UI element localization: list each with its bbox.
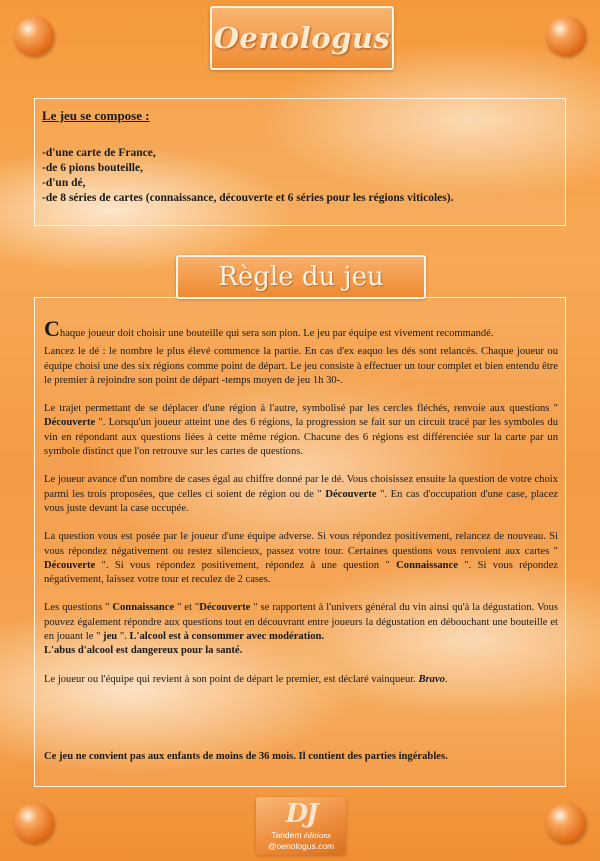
keyword-decouverte: Découverte — [44, 417, 96, 429]
rules-paragraph-4 — [44, 473, 558, 516]
list-item: -d'une carte de France, — [42, 147, 156, 159]
list-item: -de 6 pions bouteille, — [42, 162, 143, 174]
header-logo — [210, 6, 394, 70]
keyword-connaissance: Connaissance — [396, 559, 458, 571]
rules-paragraph-1 — [44, 316, 558, 341]
publisher-edition: éditions — [303, 830, 331, 840]
paragraph-text: " et " — [174, 602, 200, 614]
rules-paragraph-3 — [44, 402, 558, 459]
paragraph-text: ". Lorsqu'un joueur atteint une des 6 régions, la progression se fait sur un circuit tracé par les symboles du vin en répondant aux questions liées à cette même région. Chacune des 6 régions est différenciée sur la carte par un symbole distinct que l'on retrouve sur les cartes de questions. — [44, 417, 558, 458]
keyword-decouverte: Découverte — [325, 488, 377, 500]
paragraph-text: Le trajet permettant de se déplacer d'une région à l'autre, symbolisé par les cercles fléchés, renvoie aux questions " — [44, 403, 558, 415]
paragraph-text: ". En cas d'occupation d'une case, placez vous juste devant la case occupée. — [44, 488, 558, 514]
rules-text — [44, 316, 558, 701]
paragraph-text: Le joueur ou l'équipe qui revient à son point de départ le premier, est déclaré vainqueur. — [44, 673, 419, 685]
publisher-website: @oenologus.com — [267, 841, 335, 851]
paragraph-text: Le joueur avance d'un nombre de cases égal au chiffre donné par le dé. Vous choisissez ensuite la question de votre choix parmi les trois proposées, que celles ci soient de région ou de " — [44, 474, 558, 500]
paragraph-text: " se rapportent à l'univers général du vin ainsi qu'à la dégustation. Vous pouvez également répondre aux questions tout en découvrant entre joueurs la dégustation en débouchant une bouteille et en jouant le " — [44, 602, 558, 643]
decorative-ball-bottom-right — [546, 803, 586, 843]
bravo-text: Bravo — [418, 673, 445, 685]
paragraph-text: La question vous est posée par le joueur d'une équipe adverse. Si vous répondez positivement, relancez de nouveau. Si vous répondez négativement ou restez silencieux, passez votre tour. Certaines questions vous renvoient aux cartes " — [44, 531, 558, 557]
paragraph-text: ". Si vous répondez positivement, répondez à une question " — [95, 559, 397, 571]
paragraph-text: ". Si vous répondez négativement, laissez votre tour et reculez de 2 cases. — [44, 559, 558, 586]
keyword-decouverte: Découverte — [44, 559, 96, 571]
moderation-notice: L'alcool est à consommer avec modération. — [129, 631, 325, 643]
publisher-mark-icon: DJ — [285, 799, 317, 829]
rules-paragraph-7: Le joueur ou l'équipe qui revient à son point de départ le premier, est déclaré vainqueur. Bravo. — [44, 673, 448, 685]
composition-list — [42, 146, 453, 206]
logo-text: Oenologus — [213, 21, 391, 55]
health-warning: L'abus d'alcool est dangereux pour la santé. — [44, 645, 243, 657]
rules-paragraph-5 — [44, 530, 558, 587]
drop-cap: C — [44, 316, 60, 341]
rules-title: Règle du jeu — [218, 262, 384, 292]
paragraph-text: ". — [117, 631, 130, 643]
age-warning: Ce jeu ne convient pas aux enfants de moins de 36 mois. Il contient des parties ingérables. — [44, 751, 448, 762]
rules-title-banner — [176, 255, 426, 299]
paragraph-text: haque joueur doit choisir une bouteille qui sera son pion. Le jeu par équipe est vivement recommandé. — [59, 328, 494, 339]
keyword-jeu: jeu — [103, 631, 118, 643]
publisher-name — [260, 830, 342, 840]
footer-publisher-logo — [256, 797, 346, 855]
decorative-ball-bottom-left — [14, 803, 54, 843]
paragraph-text: Les questions " — [44, 602, 113, 614]
keyword-connaissance: Connaissance — [112, 602, 175, 614]
rules-paragraph-2: Lancez le dé : le nombre le plus élevé commence la partie. En cas d'ex eaquo les dés sont relancés. Chaque joueur ou équipe choisi une des six régions comme point de départ. Le jeu consiste à effectuer un tour complet et bien entendu être le premier à rejoindre son point de départ -temps moyen de jeu 1h 30-. — [44, 346, 558, 386]
composition-title: Le jeu se compose : — [42, 108, 150, 123]
rules-paragraph-6 — [44, 601, 558, 658]
decorative-ball-top-right — [546, 16, 586, 56]
keyword-decouverte: Découverte — [199, 602, 251, 614]
list-item: -de 8 séries de cartes (connaissance, découverte et 6 séries pour les régions viticoles). — [42, 192, 454, 204]
decorative-ball-top-left — [14, 16, 54, 56]
publisher-brand: Tandem — [271, 830, 302, 840]
list-item: -d'un dé, — [42, 177, 86, 189]
